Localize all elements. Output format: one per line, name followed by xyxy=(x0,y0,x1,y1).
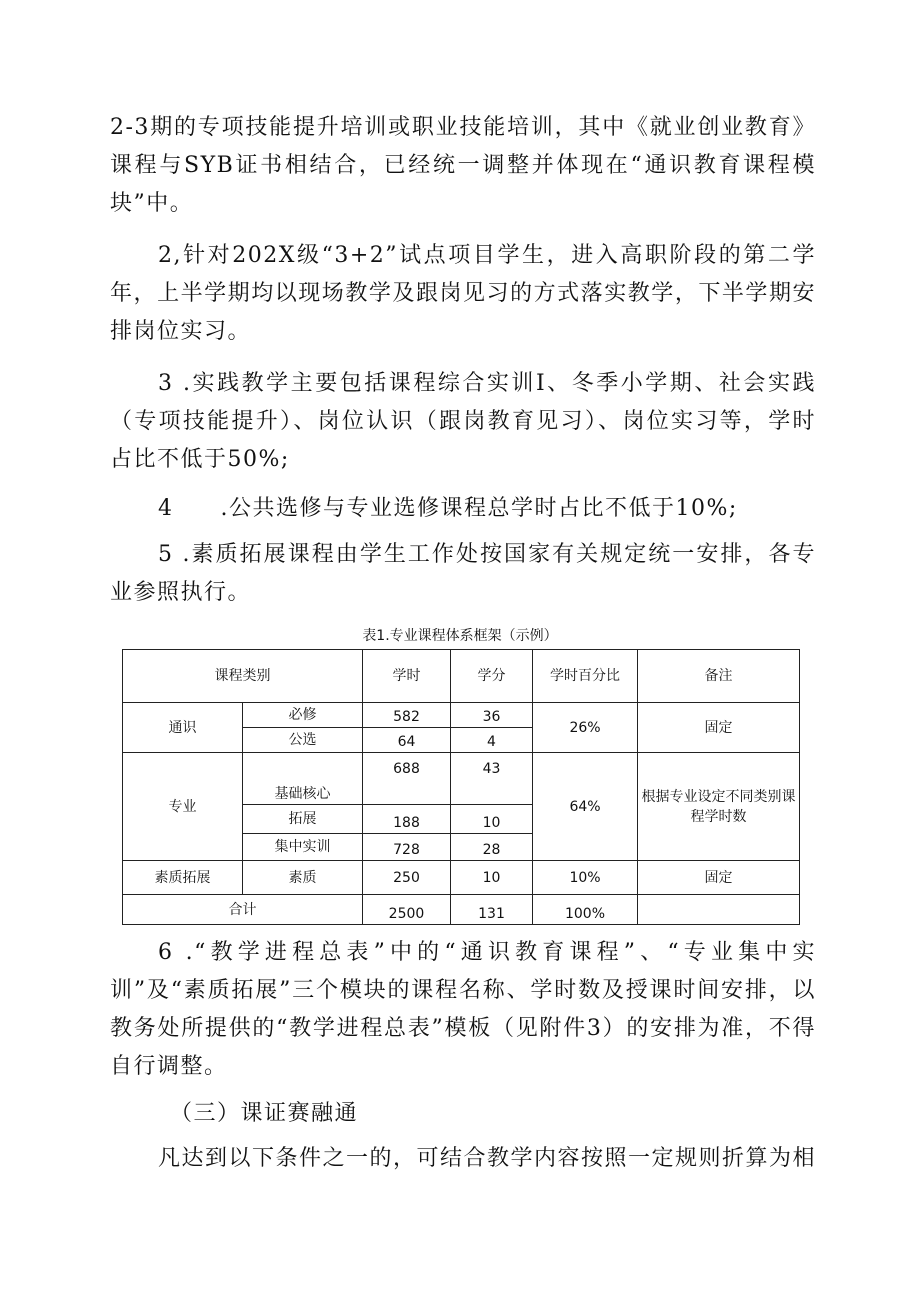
hours-cell: 250 xyxy=(363,861,451,895)
hours-cell: 64 xyxy=(363,728,451,753)
paragraph-6: 6 .“教学进程总表”中的“通识教育课程”、“专业集中实训”及“素质拓展”三个模块的课程名称、学时数及授课时间安排，以教务处所提供的“教学进程总表”模板（见附件3）的安排为准，不得自行调整。 xyxy=(110,940,816,1079)
hours-cell: 188 xyxy=(363,805,451,834)
paragraph-3: 3 .实践教学主要包括课程综合实训Ⅰ、冬季小学期、社会实践（专项技能提升）、岗位认识（跟岗教育见习）、岗位实习等，学时占比不低于50%; xyxy=(110,371,816,472)
table-row xyxy=(123,753,800,805)
credits-cell: 4 xyxy=(451,728,533,753)
table-header-row xyxy=(123,650,800,703)
type-cell: 必修 xyxy=(243,703,363,728)
table-row xyxy=(123,861,800,895)
percent-quality: 10% xyxy=(533,861,638,895)
paragraph-7: 凡达到以下条件之一的，可结合教学内容按照一定规则折算为相 xyxy=(158,1146,817,1171)
header-note: 备注 xyxy=(638,650,800,703)
note-quality: 固定 xyxy=(638,861,800,895)
note-general: 固定 xyxy=(638,703,800,753)
hours-cell: 728 xyxy=(363,834,451,861)
paragraph-2: 2,针对202X级“3+2”试点项目学生，进入高职阶段的第二学年，上半学期均以现场教学及跟岗见习的方式落实教学，下半学期安排岗位实习。 xyxy=(110,243,816,344)
hours-cell: 688 xyxy=(363,753,451,805)
section-heading: （三）课证赛融通 xyxy=(170,1101,359,1126)
table-row xyxy=(123,703,800,728)
type-cell: 素质 xyxy=(243,861,363,895)
total-label: 合计 xyxy=(123,895,363,925)
percent-major: 64% xyxy=(533,753,638,861)
hours-cell: 582 xyxy=(363,703,451,728)
paragraph-4: 4 .公共选修与专业选修课程总学时占比不低于10%; xyxy=(158,496,738,521)
header-credits: 学分 xyxy=(451,650,533,703)
credits-cell: 10 xyxy=(451,861,533,895)
type-cell: 拓展 xyxy=(243,805,363,834)
header-hours: 学时 xyxy=(363,650,451,703)
table-caption: 表1.专业课程体系框架（示例） xyxy=(362,628,558,644)
header-percent: 学时百分比 xyxy=(533,650,638,703)
total-credits: 131 xyxy=(451,895,533,925)
type-cell: 集中实训 xyxy=(243,834,363,861)
credits-cell: 28 xyxy=(451,834,533,861)
course-framework-table xyxy=(122,649,800,925)
table-total-row xyxy=(123,895,800,925)
total-percent: 100% xyxy=(533,895,638,925)
paragraph-5: 5 .素质拓展课程由学生工作处按国家有关规定统一安排，各专业参照执行。 xyxy=(110,542,816,605)
type-cell: 公选 xyxy=(243,728,363,753)
total-note xyxy=(638,895,800,925)
paragraph-1: 2-3期的专项技能提升培训或职业技能培训，其中《就业创业教育》课程与SYB证书相结合，已经统一调整并体现在“通识教育课程模块”中。 xyxy=(110,115,816,216)
note-major: 根据专业设定不同类别课程学时数 xyxy=(638,753,800,861)
category-quality: 素质拓展 xyxy=(123,861,243,895)
header-category: 课程类别 xyxy=(123,650,363,703)
category-general: 通识 xyxy=(123,703,243,753)
type-cell: 基础核心 xyxy=(243,753,363,805)
percent-general: 26% xyxy=(533,703,638,753)
total-hours: 2500 xyxy=(363,895,451,925)
category-major: 专业 xyxy=(123,753,243,861)
credits-cell: 10 xyxy=(451,805,533,834)
credits-cell: 36 xyxy=(451,703,533,728)
credits-cell: 43 xyxy=(451,753,533,805)
